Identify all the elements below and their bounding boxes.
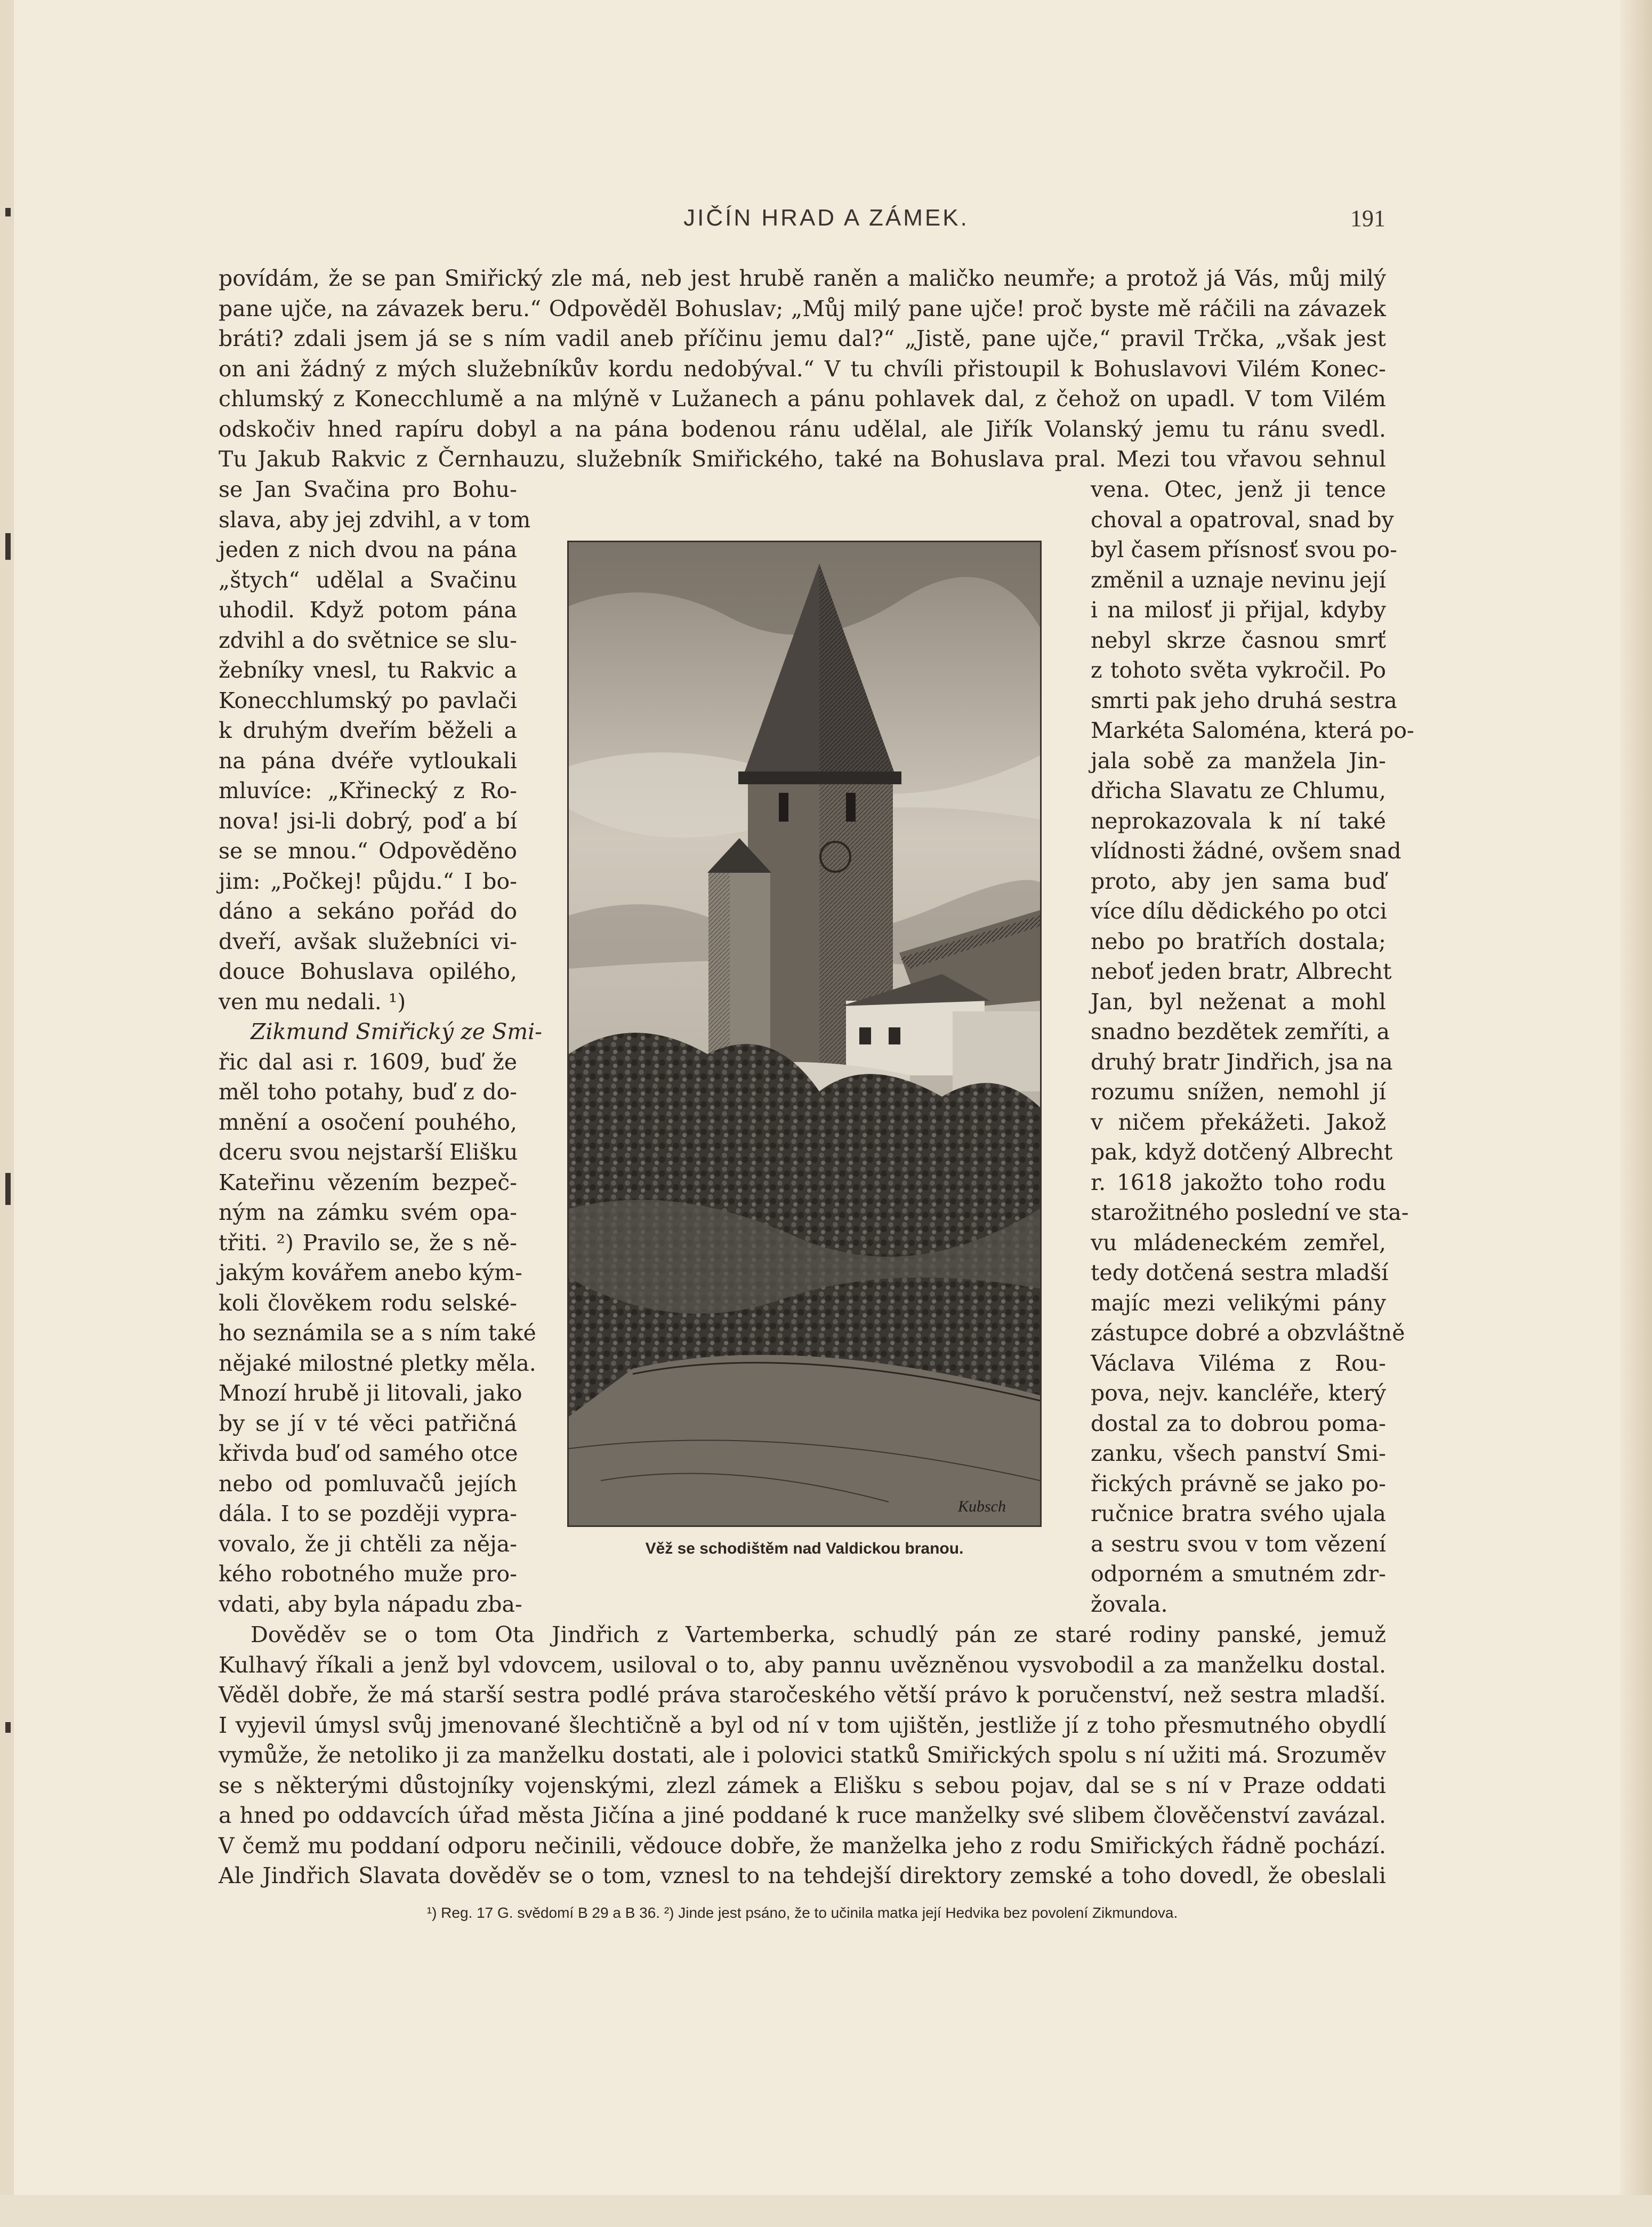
text-line: nějaké milostné pletky měla.: [219, 1350, 536, 1376]
margin-mark: [5, 208, 11, 216]
text-line: vymůže, že netoliko ji za manželku dostati, ale i polovici statků Smiřických spolu s ní užiti má. Srozuměv: [219, 1742, 1386, 1768]
text-line: k druhým dveřím běželi a: [219, 718, 517, 743]
text-line: ným na zámku svém opa-: [219, 1200, 517, 1225]
text-line: zástupce dobré a obzvláštně: [1091, 1320, 1405, 1346]
text-line: by se jí v té věci patřičná: [219, 1410, 517, 1436]
text-line: pak, když dotčený Albrecht: [1091, 1139, 1393, 1165]
text-line: třiti. ²) Pravilo se, že s ně-: [219, 1229, 517, 1256]
text-line: nebo po bratřích dostala;: [1091, 928, 1386, 954]
text-line: Kulhavý říkali a jenž byl vdovcem, usiloval o to, aby pannu uvězněnou vysvobodil a za manželku dostal.: [219, 1652, 1386, 1678]
image-caption: Věž se schodištěm nad Valdickou branou.: [645, 1540, 964, 1557]
page-left-edge: [0, 0, 14, 2227]
text-line: v ničem překážeti. Jakož: [1091, 1109, 1386, 1135]
text-line: Markéta Saloména, která po-: [1091, 718, 1414, 743]
text-line: V čemž mu poddaní odporu nečinili, vědouce dobře, že manželka jeho z rodu Smiřických řádně pochází.: [219, 1832, 1386, 1859]
text-line: vu mládeneckém zemřel,: [1091, 1229, 1386, 1256]
text-line: pane ujče, na závazek beru.“ Odpověděl Bohuslav; „Můj milý pane ujče! proč byste mě ráčili na závazek: [219, 295, 1386, 321]
text-line: druhý bratr Jindřich, jsa na: [1091, 1049, 1393, 1075]
text-line: křivda buď od samého otce: [219, 1441, 518, 1466]
text-line: jeden z nich dvou na pána: [219, 537, 517, 562]
text-line: ven mu nedali. ¹): [219, 988, 406, 1015]
text-line: na pána dvéře vytloukali: [219, 747, 517, 774]
text-line: dřicha Slavatu ze Chlumu,: [1091, 778, 1386, 803]
text-line: majíc mezi velikými pány: [1091, 1290, 1386, 1316]
text-line: Ale Jindřich Slavata dověděv se o tom, vznesl to na tehdejší direktory zemské a toho dovedl, že obeslali: [219, 1863, 1386, 1888]
text-line: měl toho potahy, buď z do-: [219, 1079, 517, 1105]
text-line: ho seznámila se a s ním také: [219, 1320, 536, 1346]
text-line: Dověděv se o tom Ota Jindřich z Vartemberka, schudlý pán ze staré rodiny panské, jemuž: [251, 1622, 1386, 1647]
page-bottom-edge: [0, 2195, 1652, 2227]
text-line: povídám, že se pan Smiřický zle má, neb jest hrubě raněn a maličko neumře; a protož já Vás, můj milý: [219, 266, 1386, 291]
text-line: Mnozí hrubě ji litovali, jako: [219, 1380, 522, 1406]
text-line: se s některými důstojníky vojenskými, zlezl zámek a Elišku s sebou pojav, dal se s ní v Praze oddati: [219, 1772, 1386, 1798]
text-line: tedy dotčená sestra mladší: [1091, 1260, 1389, 1285]
text-line: změnil a uznaje nevinu její: [1091, 567, 1386, 593]
text-line: mnění a osočení pouhého,: [219, 1109, 517, 1135]
text-line: dála. I to se později vypra-: [219, 1501, 517, 1526]
text-line: Konecchlumský po pavlači: [219, 687, 517, 713]
text-line: odskočiv hned rapíru dobyl a na pána bodenou ránu udělal, ale Jiřík Volanský jemu tu ránu svedl.: [219, 416, 1386, 442]
text-line: a sestru svou v tom vězení: [1091, 1531, 1386, 1557]
text-line: i na milosť ji přijal, kdyby: [1091, 597, 1386, 623]
text-line: odporném a smutném zdr-: [1091, 1561, 1386, 1587]
text-line: dveří, avšak služebníci vi-: [219, 928, 517, 954]
text-line: chlumský z Konecchlumě a na mlýně v Lužanech a pánu pohlavek dal, z čehož on upadl. V tom Vilém: [219, 386, 1386, 412]
text-line: dostal za to dobrou poma-: [1091, 1410, 1386, 1436]
text-line: pova, nejv. kancléře, který: [1091, 1380, 1386, 1406]
text-line: ručnice bratra svého ujala: [1091, 1501, 1386, 1526]
text-line: snadno bezdětek zemříti, a: [1091, 1019, 1390, 1044]
top-paragraph: [219, 263, 1386, 475]
text-line: nebyl skrze časnou smrť: [1091, 627, 1386, 653]
text-line: on ani žádný z mých služebníkův kordu nedobýval.“ V tu chvíli přistoupil k Bohuslavovi Vilém Konec-: [219, 356, 1386, 382]
text-line: nebo od pomluvačů jejích: [219, 1470, 517, 1497]
footnotes: ¹) Reg. 17 G. svědomí B 29 a B 36. ²) Jinde jest psáno, že to učinila matka její Hedvika bez povolení Zikmundova.: [426, 1904, 1178, 1921]
text-line: Jan, byl neženat a mohl: [1091, 988, 1386, 1015]
text-line: více dílu dědického po otci: [1091, 898, 1387, 924]
text-line: žovala.: [1091, 1591, 1168, 1617]
margin-mark: [5, 533, 11, 560]
text-line: řických právně se jako po-: [1091, 1470, 1386, 1497]
text-line: slava, aby jej zdvihl, a v tom: [219, 506, 531, 533]
text-line: jala sobě za manžela Jin-: [1091, 747, 1386, 774]
text-line: mluvíce: „Křinecký z Ro-: [219, 778, 517, 803]
text-line: z tohoto světa vykročil. Po: [1091, 657, 1386, 683]
text-line: Zikmund Smiřický ze Smi-: [251, 1019, 543, 1044]
text-line: choval a opatroval, snad by: [1091, 506, 1394, 533]
text-line: uhodil. Když potom pána: [219, 597, 517, 623]
page-right-edge: [1620, 0, 1652, 2227]
text-line: smrti pak jeho druhá sestra: [1091, 687, 1397, 713]
artist-signature: Kubsch: [958, 1498, 1006, 1515]
margin-mark: [5, 1173, 11, 1205]
text-line: zanku, všech panství Smi-: [1091, 1441, 1386, 1466]
text-line: žebníky vnesl, tu Rakvic a: [219, 657, 517, 683]
text-line: r. 1618 jakožto toho rodu: [1091, 1169, 1386, 1195]
text-line: vlídnosti žádné, ovšem snad: [1091, 838, 1401, 864]
text-line: „štych“ udělal a Svačinu: [219, 567, 517, 593]
text-line: Václava Viléma z Rou-: [1091, 1350, 1386, 1376]
text-line: proto, aby jen sama buď: [1091, 868, 1386, 894]
text-line: jakým kovářem anebo kým-: [219, 1260, 522, 1285]
text-line: Kateřinu vězením bezpeč-: [219, 1169, 517, 1195]
text-line: neprokazovala k ní také: [1091, 808, 1386, 834]
text-line: rozumu snížen, nemohl jí: [1091, 1079, 1386, 1105]
left-column: [219, 475, 543, 1619]
text-line: vena. Otec, jenž ji tence: [1091, 477, 1386, 502]
text-line: vovalo, že ji chtěli za něja-: [219, 1531, 517, 1557]
text-line: starožitného poslední ve sta-: [1091, 1200, 1409, 1225]
text-line: zdvihl a do světnice se slu-: [219, 627, 517, 653]
bottom-paragraph: [219, 1620, 1386, 1891]
text-line: vdati, aby byla nápadu zba-: [219, 1591, 522, 1617]
text-line: I vyjevil úmysl svůj jmenované šlechtičně a byl od ní v tom ujištěn, jestliže jí z toho přesmutného obydlí: [219, 1712, 1386, 1738]
text-line: douce Bohuslava opilého,: [219, 959, 517, 984]
margin-mark: [5, 1722, 11, 1733]
text-line: koli člověkem rodu selské-: [219, 1290, 517, 1316]
right-column: [1091, 475, 1414, 1619]
text-line: dceru svou nejstarší Elišku: [219, 1139, 518, 1165]
text-line: jim: „Počkej! půjdu.“ I bo-: [219, 868, 517, 894]
page-number: 191: [1350, 205, 1385, 231]
text-line: se Jan Svačina pro Bohu-: [219, 477, 517, 502]
running-header: JIČÍN HRAD A ZÁMEK.: [683, 205, 969, 231]
tower-engraving: [567, 541, 1042, 1527]
text-line: kého robotného muže pro-: [219, 1561, 517, 1587]
text-line: nova! jsi-li dobrý, poď a bí: [219, 808, 517, 834]
engraving-drawing: [569, 542, 1040, 1525]
text-line: a hned po oddavcích úřad města Jičína a jiné poddané k ruce manželky své slibem člověčenství zavázal.: [219, 1803, 1386, 1828]
text-line: byl časem přísnosť svou po-: [1091, 537, 1397, 562]
text-line: řic dal asi r. 1609, buď že: [219, 1049, 517, 1075]
text-line: bráti? zdali jsem já se s ním vadil aneb příčinu jemu dal?“ „Jistě, pane ujče,“ pravil Trčka, „však jest: [219, 326, 1386, 351]
text-line: Tu Jakub Rakvic z Černhauzu, služebník Smiřického, také na Bohuslava pral. Mezi tou vřavou sehnul: [219, 446, 1386, 472]
text-line: Věděl dobře, že má starší sestra podlé práva staročeského větší právo k poručenství, než sestra mladší.: [219, 1682, 1386, 1708]
text-line: neboť jeden bratr, Albrecht: [1091, 959, 1392, 984]
text-line: se se mnou.“ Odpověděno: [219, 838, 517, 864]
text-line: dáno a sekáno pořád do: [219, 898, 517, 924]
